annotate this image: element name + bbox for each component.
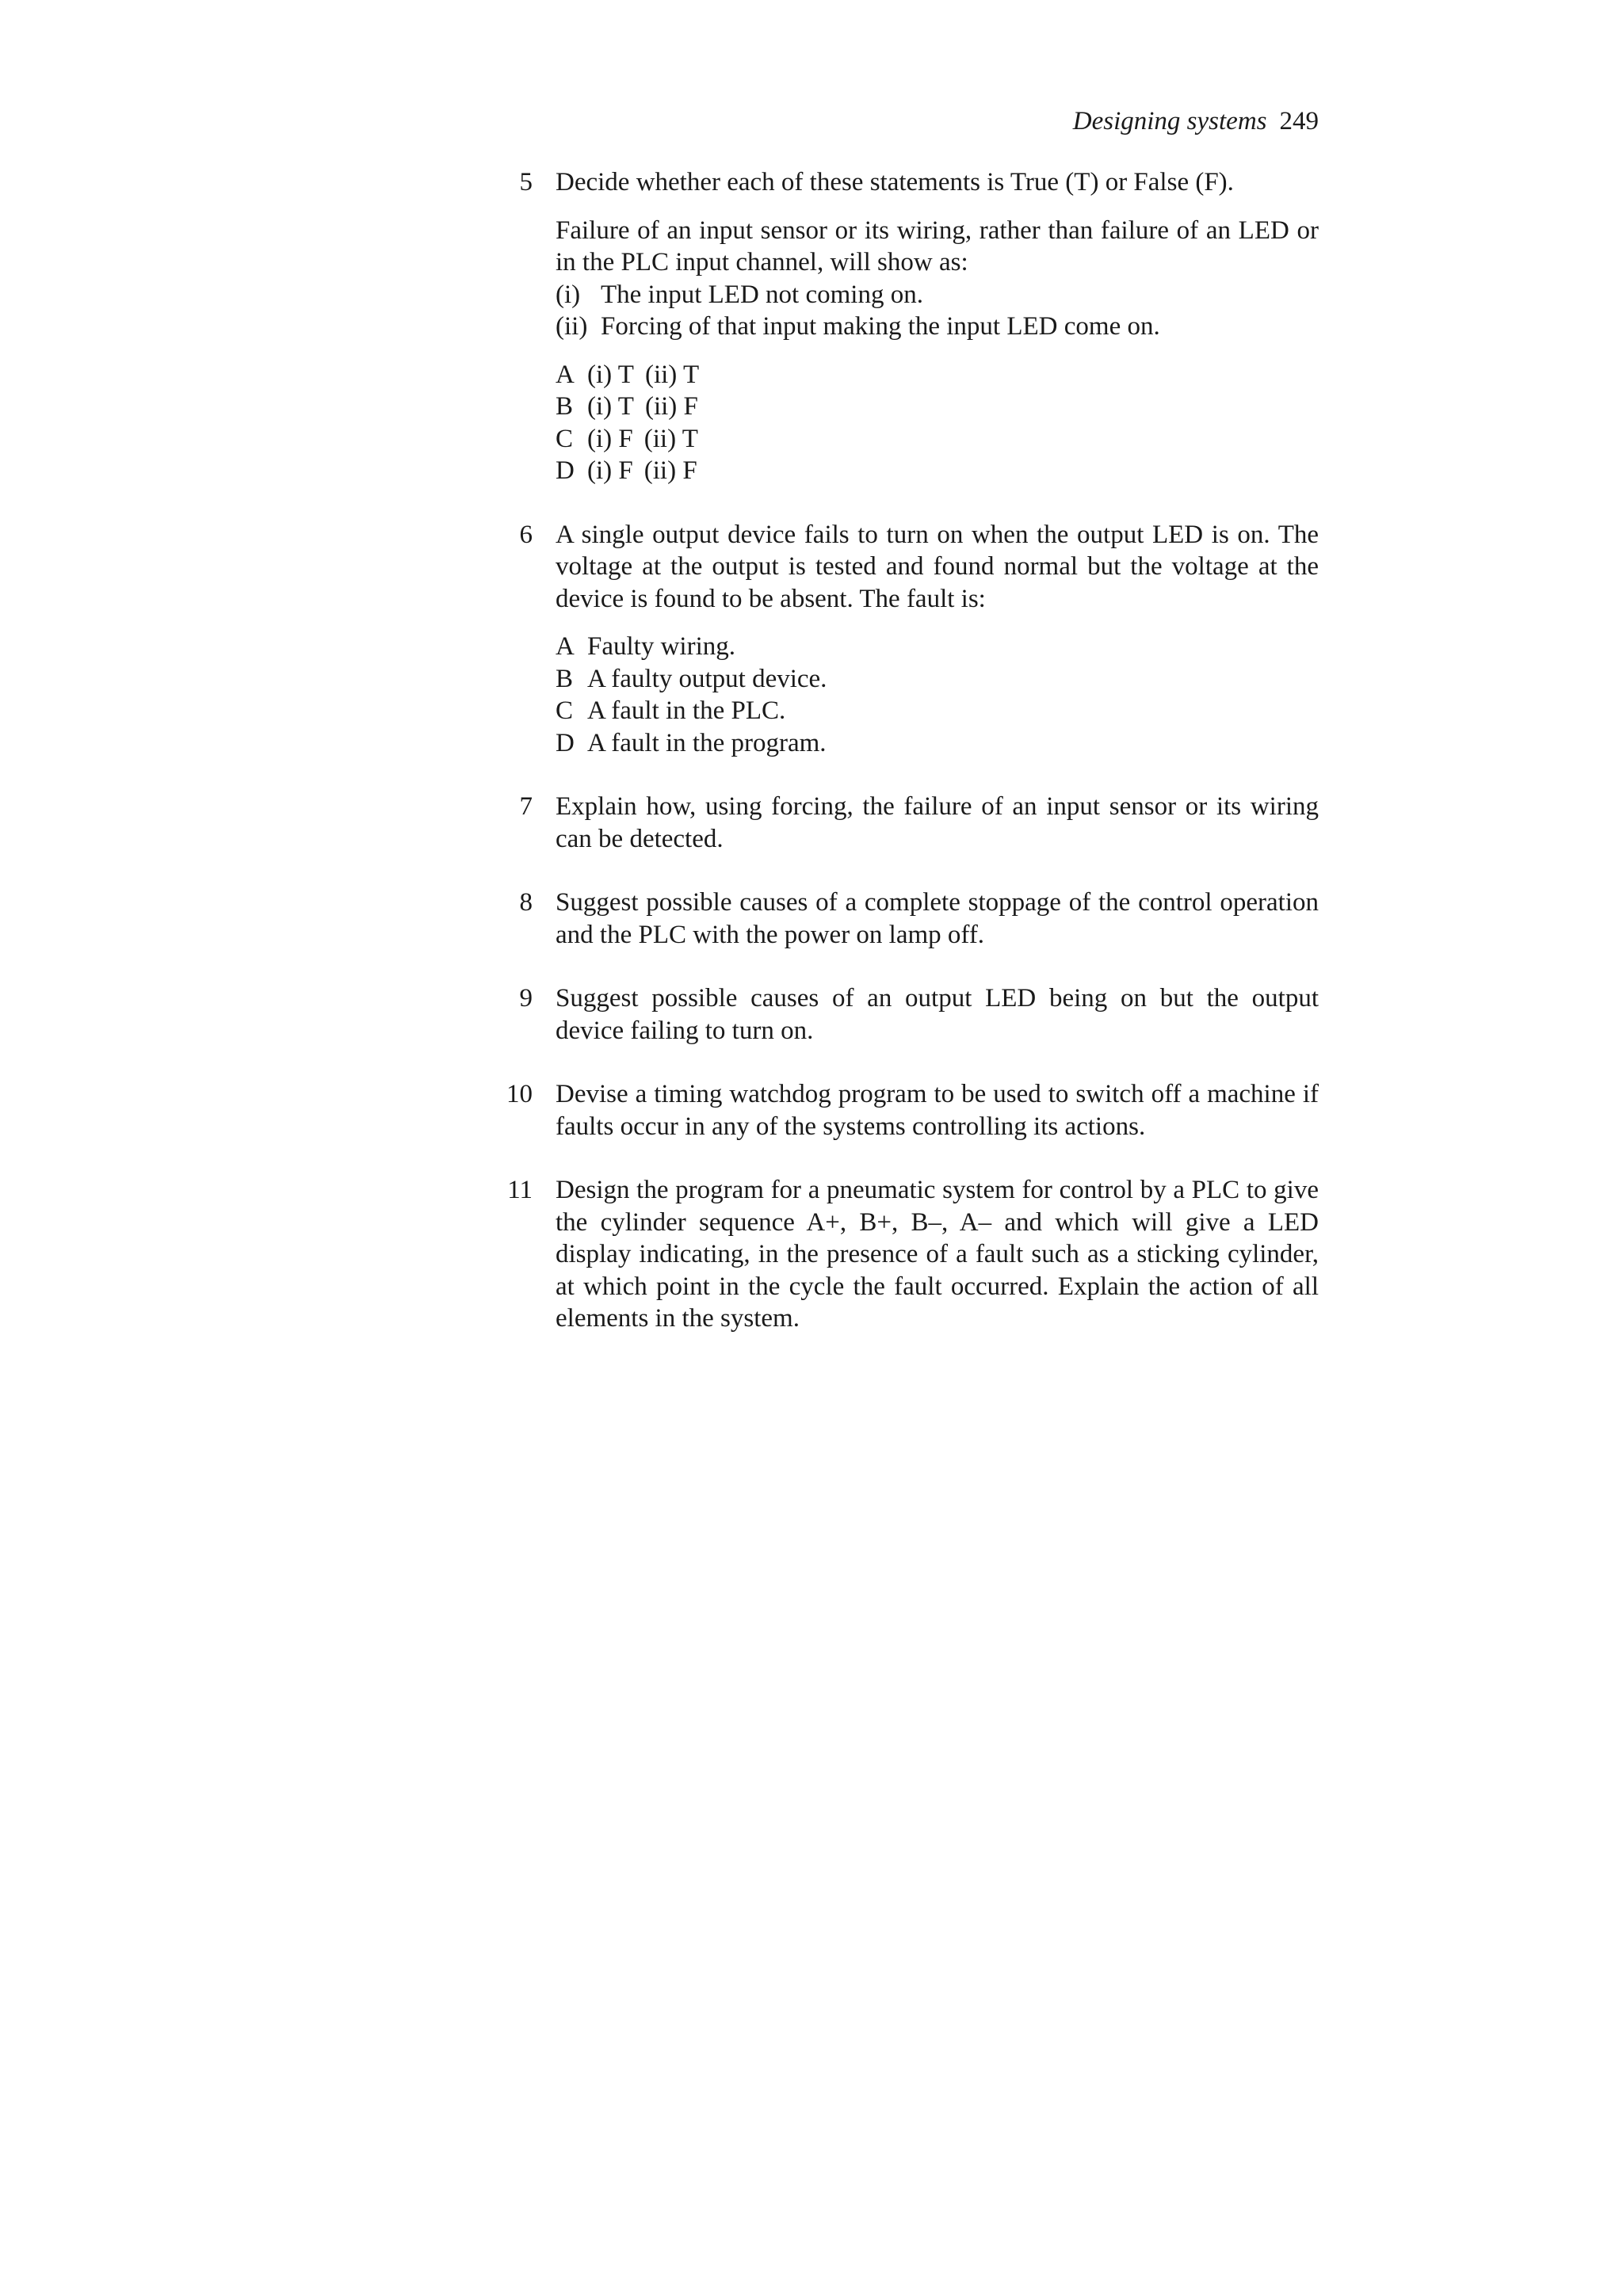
problems-list — [495, 166, 1319, 1367]
answer-option: B A faulty output device. — [556, 664, 827, 693]
page-number: 249 — [1279, 107, 1319, 135]
answer-options — [556, 359, 1319, 487]
question-10 — [495, 1078, 1319, 1142]
question-number: 5 — [519, 168, 533, 196]
answer-option: C (i) F (ii) T — [556, 424, 698, 453]
question-number: 6 — [519, 520, 533, 549]
statement-item: (i) The input LED not coming on. — [556, 280, 923, 309]
answer-option: B (i) T (ii) F — [556, 392, 698, 421]
question-number: 9 — [519, 984, 533, 1013]
question-11 — [495, 1174, 1319, 1335]
question-text: Suggest possible causes of an output LED being on but the output device failing to turn on. — [556, 984, 1319, 1045]
question-number: 7 — [519, 792, 533, 821]
statement-item: (ii) Forcing of that input making the input LED come on. — [556, 312, 1160, 341]
running-head — [1073, 106, 1319, 138]
answer-option: A (i) T (ii) T — [556, 360, 700, 389]
chapter-title: Designing systems — [1072, 107, 1267, 135]
answer-option: D (i) F (ii) F — [556, 456, 697, 485]
answer-option: A Faulty wiring. — [556, 632, 735, 661]
answer-option: C A fault in the PLC. — [556, 696, 786, 725]
question-number: 8 — [519, 888, 533, 917]
question-number: 11 — [507, 1176, 533, 1204]
question-text: Devise a timing watchdog program to be used to switch off a machine if faults occur in any of the systems controlling its actions. — [556, 1080, 1319, 1141]
question-9 — [495, 982, 1319, 1047]
question-number: 10 — [506, 1080, 533, 1108]
question-text: Suggest possible causes of a complete stoppage of the control operation and the PLC with the power on lamp off. — [556, 888, 1319, 949]
question-5 — [495, 166, 1319, 487]
statement-block — [556, 215, 1319, 343]
question-8 — [495, 887, 1319, 951]
answer-options — [556, 631, 1319, 759]
question-text: A single output device fails to turn on when the output LED is on. The voltage at the output is tested and found normal but the voltage at the device is found to be absent. The fault is: — [556, 520, 1319, 613]
question-6 — [495, 519, 1319, 760]
answer-option: D A fault in the program. — [556, 728, 827, 757]
statement-text: Failure of an input sensor or its wiring, rather than failure of an LED or in the PLC input channel, will show as: — [556, 215, 1319, 277]
question-text: Decide whether each of these statements is True (T) or False (F). — [556, 168, 1234, 196]
question-7 — [495, 791, 1319, 855]
question-text: Design the program for a pneumatic system for control by a PLC to give the cylinder sequence A+, B+, B–, A– and which will give a LED display indicating, in the presence of a fault such as a sticking cylinder, at which point in the cycle the fault occurred. Explain the action of all elements in the system. — [556, 1176, 1319, 1333]
question-text: Explain how, using forcing, the failure of an input sensor or its wiring can be detected. — [556, 792, 1319, 853]
